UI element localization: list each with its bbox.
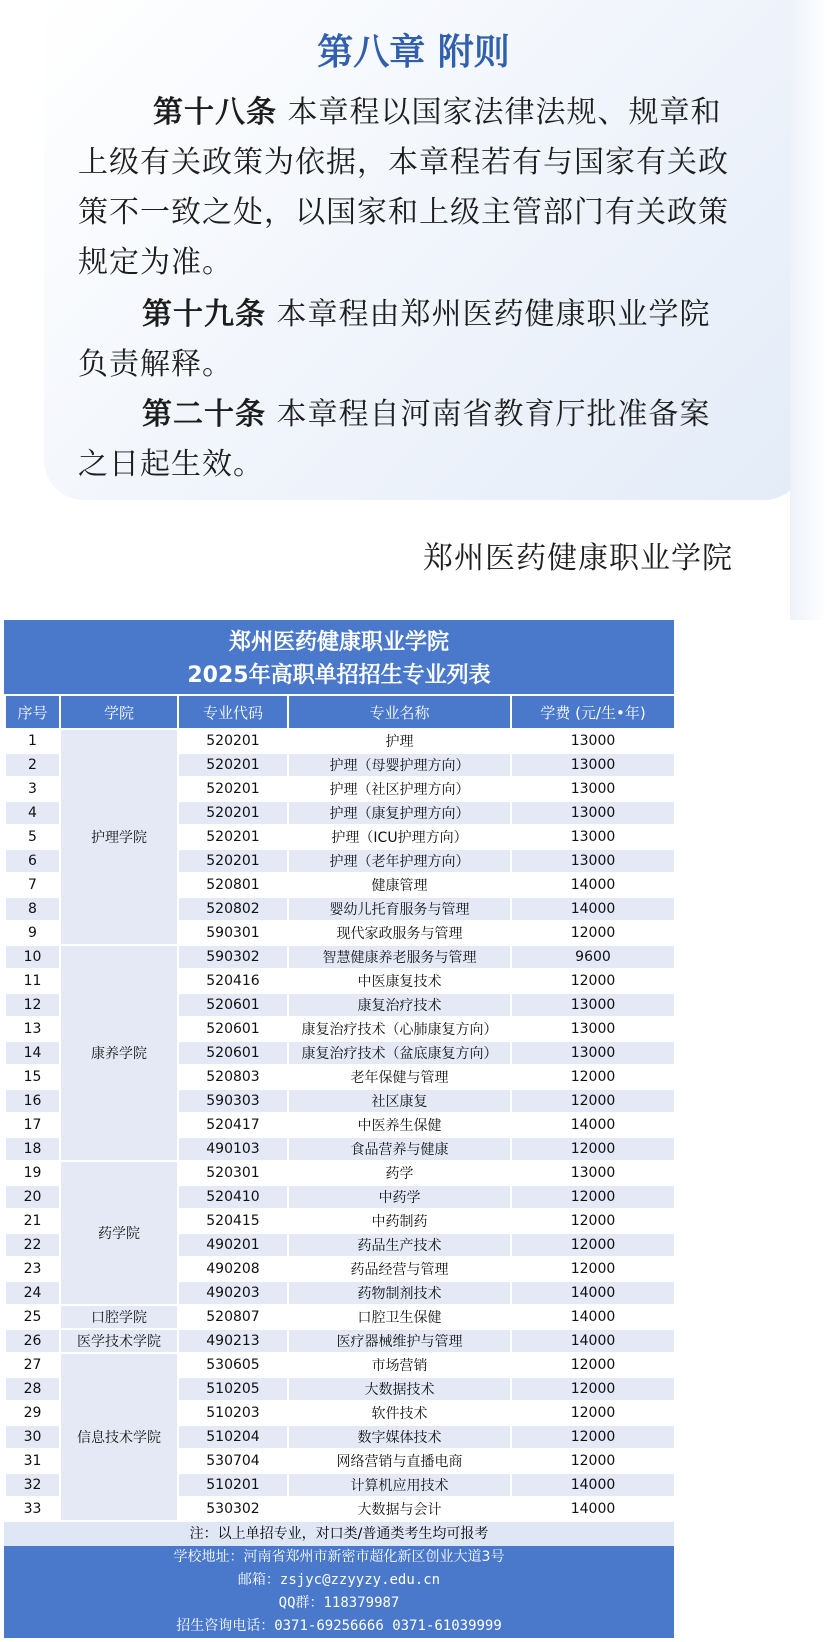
major-code: 530302: [178, 1497, 288, 1521]
major-code: 520416: [178, 969, 288, 993]
major-code: 520201: [178, 849, 288, 873]
tuition: 12000: [511, 1401, 675, 1425]
article-18: [78, 88, 733, 288]
row-index: 33: [5, 1497, 60, 1521]
row-index: 29: [5, 1401, 60, 1425]
major-name: 中医康复技术: [288, 969, 511, 993]
major-name: 大数据技术: [288, 1377, 511, 1401]
row-index: 25: [5, 1305, 60, 1329]
col-header-index: 序号: [5, 695, 60, 729]
row-index: 4: [5, 801, 60, 825]
tuition: 12000: [511, 1209, 675, 1233]
major-name: 护理（母婴护理方向）: [288, 753, 511, 777]
row-index: 6: [5, 849, 60, 873]
row-index: 23: [5, 1257, 60, 1281]
row-index: 21: [5, 1209, 60, 1233]
major-code: 490103: [178, 1137, 288, 1161]
col-header-tuition: 学费 (元/生•年): [511, 695, 675, 729]
major-name: 口腔卫生保健: [288, 1305, 511, 1329]
major-name: 药品生产技术: [288, 1233, 511, 1257]
row-index: 19: [5, 1161, 60, 1185]
tuition: 13000: [511, 1041, 675, 1065]
article-text: 本章程自河南省教育厅批准备案之日起生效。: [78, 397, 711, 482]
tuition: 12000: [511, 1377, 675, 1401]
row-index: 24: [5, 1281, 60, 1305]
college-name: 口腔学院: [60, 1305, 178, 1329]
row-index: 31: [5, 1449, 60, 1473]
tuition: 13000: [511, 801, 675, 825]
major-name: 中药学: [288, 1185, 511, 1209]
row-index: 3: [5, 777, 60, 801]
major-name: 现代家政服务与管理: [288, 921, 511, 945]
major-name: 食品营养与健康: [288, 1137, 511, 1161]
row-index: 1: [5, 729, 60, 753]
tuition: 13000: [511, 1017, 675, 1041]
major-name: 健康管理: [288, 873, 511, 897]
tuition: 13000: [511, 993, 675, 1017]
tuition: 12000: [511, 1065, 675, 1089]
major-code: 490213: [178, 1329, 288, 1353]
row-index: 2: [5, 753, 60, 777]
major-code: 520801: [178, 873, 288, 897]
tuition: 13000: [511, 729, 675, 753]
major-code: 520201: [178, 753, 288, 777]
tuition: 12000: [511, 1185, 675, 1209]
major-code: 520802: [178, 897, 288, 921]
major-code: 520601: [178, 1017, 288, 1041]
table-row: [5, 1329, 675, 1353]
major-name: 中药制药: [288, 1209, 511, 1233]
col-header-code: 专业代码: [178, 695, 288, 729]
row-index: 20: [5, 1185, 60, 1209]
row-index: 27: [5, 1353, 60, 1377]
article-19: [78, 290, 733, 390]
tuition: 12000: [511, 1425, 675, 1449]
major-code: 520803: [178, 1065, 288, 1089]
row-index: 15: [5, 1065, 60, 1089]
row-index: 32: [5, 1473, 60, 1497]
major-code: 520301: [178, 1161, 288, 1185]
row-index: 26: [5, 1329, 60, 1353]
major-code: 590302: [178, 945, 288, 969]
major-name: 护理（社区护理方向）: [288, 777, 511, 801]
table-header: [4, 620, 674, 694]
tuition: 14000: [511, 1113, 675, 1137]
major-name: 护理: [288, 729, 511, 753]
tuition: 14000: [511, 873, 675, 897]
major-code: 490208: [178, 1257, 288, 1281]
tuition: 13000: [511, 825, 675, 849]
table-row: [5, 945, 675, 969]
tuition: 12000: [511, 1353, 675, 1377]
major-name: 大数据与会计: [288, 1497, 511, 1521]
major-code: 520201: [178, 729, 288, 753]
major-code: 520807: [178, 1305, 288, 1329]
table-body: [5, 729, 675, 1521]
major-name: 计算机应用技术: [288, 1473, 511, 1497]
row-index: 18: [5, 1137, 60, 1161]
major-code: 530704: [178, 1449, 288, 1473]
row-index: 16: [5, 1089, 60, 1113]
row-index: 14: [5, 1041, 60, 1065]
college-name: 护理学院: [60, 729, 178, 945]
major-code: 510204: [178, 1425, 288, 1449]
tuition: 14000: [511, 1473, 675, 1497]
contact-email: 邮箱：zsjyc@zzyyzy.edu.cn: [237, 1572, 441, 1588]
major-name: 中医养生保健: [288, 1113, 511, 1137]
article-title: 第二十条: [142, 397, 266, 432]
qq-group: QQ群：118379987: [278, 1595, 400, 1611]
tuition: 14000: [511, 897, 675, 921]
major-name: 护理（康复护理方向）: [288, 801, 511, 825]
article-20: [78, 390, 733, 490]
tuition: 9600: [511, 945, 675, 969]
major-table: [4, 620, 674, 1638]
major-name: 康复治疗技术（心肺康复方向）: [288, 1017, 511, 1041]
col-header-major: 专业名称: [288, 695, 511, 729]
row-index: 5: [5, 825, 60, 849]
row-index: 12: [5, 993, 60, 1017]
major-name: 社区康复: [288, 1089, 511, 1113]
tuition: 14000: [511, 1329, 675, 1353]
major-code: 520201: [178, 777, 288, 801]
school-address: 学校地址：河南省郑州市新密市超化新区创业大道3号: [173, 1549, 505, 1565]
tuition: 13000: [511, 849, 675, 873]
tuition: 12000: [511, 1137, 675, 1161]
major-name: 护理（ICU护理方向）: [288, 825, 511, 849]
major-code: 490203: [178, 1281, 288, 1305]
tuition: 13000: [511, 753, 675, 777]
major-name: 护理（老年护理方向）: [288, 849, 511, 873]
major-name: 婴幼儿托育服务与管理: [288, 897, 511, 921]
major-name: 医疗器械维护与管理: [288, 1329, 511, 1353]
tuition: 12000: [511, 1257, 675, 1281]
major-code: 520417: [178, 1113, 288, 1137]
major-code: 520201: [178, 801, 288, 825]
table-row: [5, 1353, 675, 1377]
major-name: 康复治疗技术: [288, 993, 511, 1017]
tuition: 14000: [511, 1281, 675, 1305]
major-name: 数字媒体技术: [288, 1425, 511, 1449]
table-row: [5, 1161, 675, 1185]
major-name: 药品经营与管理: [288, 1257, 511, 1281]
row-index: 10: [5, 945, 60, 969]
college-name: 医学技术学院: [60, 1329, 178, 1353]
col-header-college: 学院: [60, 695, 178, 729]
signature: 郑州医药健康职业学院: [423, 541, 733, 576]
tuition: 12000: [511, 1089, 675, 1113]
table-column-headers: [5, 695, 675, 729]
major-code: 520415: [178, 1209, 288, 1233]
row-index: 22: [5, 1233, 60, 1257]
chapter-title: 第八章 附则: [317, 32, 510, 73]
major-name: 康复治疗技术（盆底康复方向）: [288, 1041, 511, 1065]
major-code: 520601: [178, 993, 288, 1017]
major-code: 530605: [178, 1353, 288, 1377]
contact-footer: [4, 1546, 674, 1638]
majors-table: [4, 694, 676, 1522]
tuition: 12000: [511, 1233, 675, 1257]
major-code: 590301: [178, 921, 288, 945]
row-index: 8: [5, 897, 60, 921]
major-code: 510203: [178, 1401, 288, 1425]
tuition: 12000: [511, 1449, 675, 1473]
table-row: [5, 1305, 675, 1329]
article-text: 本章程由郑州医药健康职业学院负责解释。: [78, 297, 711, 382]
major-name: 网络营销与直播电商: [288, 1449, 511, 1473]
major-name: 药学: [288, 1161, 511, 1185]
contact-phone: 招生咨询电话：0371-69256666 0371-61039999: [176, 1618, 502, 1634]
tuition: 14000: [511, 1305, 675, 1329]
row-index: 28: [5, 1377, 60, 1401]
major-name: 智慧健康养老服务与管理: [288, 945, 511, 969]
article-title: 第十九条: [142, 297, 266, 332]
row-index: 30: [5, 1425, 60, 1449]
college-name: 康养学院: [60, 945, 178, 1161]
major-code: 510205: [178, 1377, 288, 1401]
table-title-line2: 2025年高职单招招生专业列表: [187, 663, 491, 688]
major-name: 老年保健与管理: [288, 1065, 511, 1089]
table-row: [5, 729, 675, 753]
tuition: 12000: [511, 969, 675, 993]
major-name: 药物制剂技术: [288, 1281, 511, 1305]
college-name: 药学院: [60, 1161, 178, 1305]
college-name: 信息技术学院: [60, 1353, 178, 1521]
major-code: 520201: [178, 825, 288, 849]
major-code: 510201: [178, 1473, 288, 1497]
major-name: 市场营销: [288, 1353, 511, 1377]
article-text: 本章程以国家法律法规、规章和上级有关政策为依据，本章程若有与国家有关政策不一致之处，以国家和上级主管部门有关政策规定为准。: [78, 95, 729, 280]
tuition: 14000: [511, 1497, 675, 1521]
row-index: 17: [5, 1113, 60, 1137]
major-code: 520601: [178, 1041, 288, 1065]
tuition: 13000: [511, 1161, 675, 1185]
table-title-line1: 郑州医药健康职业学院: [228, 630, 449, 655]
major-code: 490201: [178, 1233, 288, 1257]
row-index: 9: [5, 921, 60, 945]
tuition: 12000: [511, 921, 675, 945]
major-code: 520410: [178, 1185, 288, 1209]
row-index: 11: [5, 969, 60, 993]
article-title: 第十八条: [153, 95, 277, 130]
major-name: 软件技术: [288, 1401, 511, 1425]
table-note: 注：以上单招专业，对口类/普通类考生均可报考: [4, 1522, 674, 1546]
tuition: 13000: [511, 777, 675, 801]
major-code: 590303: [178, 1089, 288, 1113]
row-index: 7: [5, 873, 60, 897]
background-fade: [790, 0, 827, 620]
row-index: 13: [5, 1017, 60, 1041]
